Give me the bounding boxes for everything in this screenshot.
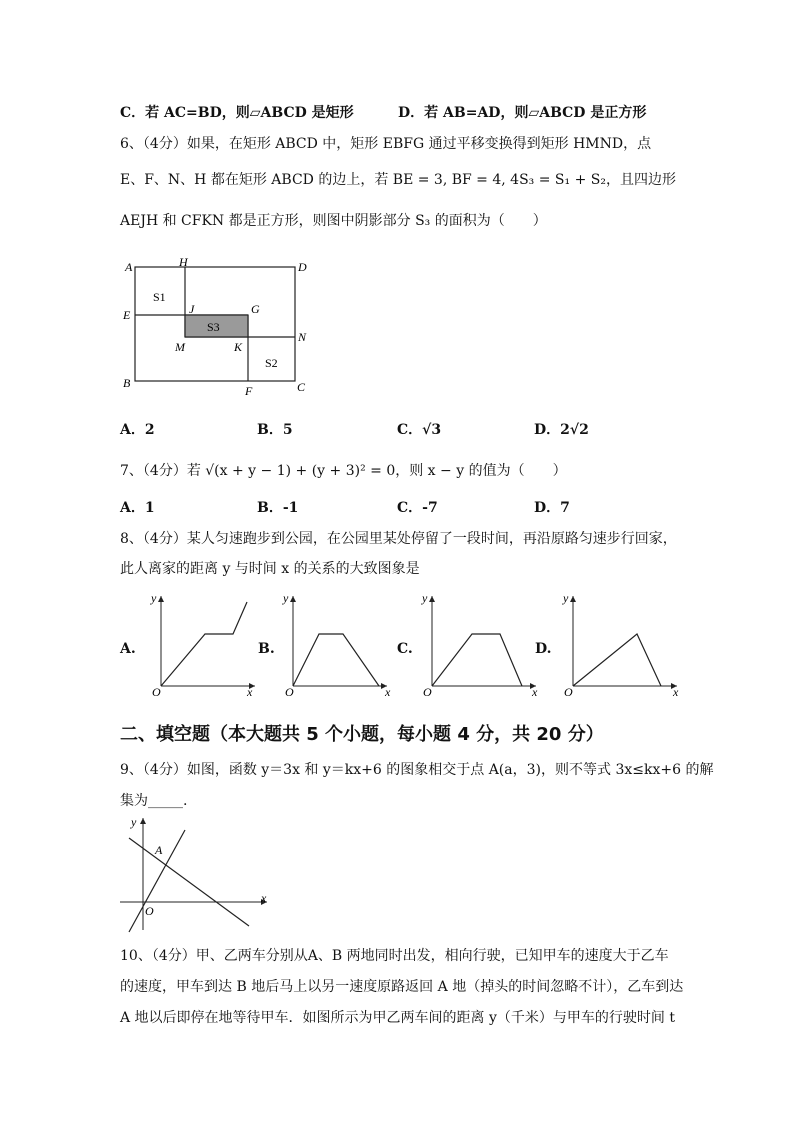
q8-option-d-label: D. xyxy=(535,641,552,657)
label-a: A xyxy=(125,260,133,274)
q9-line-2: 集为_____. xyxy=(120,793,188,809)
y-axis-label: y xyxy=(422,591,428,605)
graph-c-line xyxy=(432,634,522,686)
y-axis-label: y xyxy=(151,591,157,605)
label-m: M xyxy=(175,340,185,354)
origin-label: O xyxy=(285,685,294,699)
q9-figure xyxy=(115,812,275,934)
y-axis-label: y xyxy=(131,815,137,829)
q7-option-c: C．-7 xyxy=(397,500,438,516)
label-g: G xyxy=(251,302,260,316)
q6-line-3: AEJH 和 CFKN 都是正方形，则图中阴影部分 S₃ 的面积为（ ） xyxy=(120,213,547,229)
section-2-title: 二、填空题（本大题共 5 个小题，每小题 4 分，共 20 分） xyxy=(120,724,604,745)
x-axis-label: x xyxy=(247,685,253,699)
q8-line-1: 8、（4分）某人匀速跑步到公园，在公园里某处停留了一段时间，再沿原路匀速步行回家， xyxy=(120,531,677,547)
y-arrow-icon xyxy=(570,596,576,602)
label-f: F xyxy=(245,384,253,398)
q7-option-d: D．7 xyxy=(534,500,570,516)
x-axis-label: x xyxy=(385,685,391,699)
q8-option-a-label: A. xyxy=(120,641,136,657)
x-axis-label: x xyxy=(532,685,538,699)
label-j: J xyxy=(189,302,195,316)
q7-option-b: B．-1 xyxy=(257,500,299,516)
y-axis-label: y xyxy=(283,591,289,605)
q8-option-c-label: C. xyxy=(397,641,413,657)
q6-option-b: B．5 xyxy=(257,422,293,438)
x-axis-label: x xyxy=(261,891,267,905)
origin-label: O xyxy=(145,904,154,918)
y-arrow-icon xyxy=(429,596,435,602)
q6-option-d: D．2√2 xyxy=(534,422,589,438)
q6-rectangle-figure xyxy=(115,255,315,400)
label-e: E xyxy=(123,308,131,322)
q10-line-3: A 地以后即停在地等待甲车．如图所示为甲乙两车间的距离 y（千米）与甲车的行驶时间 t xyxy=(120,1010,675,1026)
origin-label: O xyxy=(564,685,573,699)
q5-option-c: C．若 AC=BD，则▱ABCD 是矩形 xyxy=(120,105,354,121)
q8-option-b-label: B. xyxy=(258,641,275,657)
label-k: K xyxy=(234,340,243,354)
q7-stem: 7、（4分）若 √(x + y − 1) + (y + 3)² = 0，则 x − y 的值为（ ） xyxy=(120,463,567,479)
y-arrow-icon xyxy=(140,818,146,824)
q6-option-a: A．2 xyxy=(120,422,155,438)
q9-line-1: 9、（4分）如图，函数 y＝3x 和 y＝kx+6 的图象相交于点 A(a，3)，则不等式 3x≤kx+6 的解 xyxy=(120,762,714,778)
q10-line-1: 10、（4分）甲、乙两车分别从A、B 两地同时出发，相向行驶，已知甲车的速度大于乙车 xyxy=(120,948,669,964)
graph-b-line xyxy=(293,634,379,686)
point-a-label: A xyxy=(155,843,163,857)
q5-option-d: D．若 AB=AD，则▱ABCD 是正方形 xyxy=(398,105,647,121)
graph-a-line xyxy=(161,602,247,686)
label-s3: S3 xyxy=(207,320,220,334)
label-c: C xyxy=(297,380,306,394)
q7-option-a: A．1 xyxy=(120,500,155,516)
q6-line-2: E、F、N、H 都在矩形 ABCD 的边上，若 BE = 3, BF = 4, 4S₃ = S₁ + S₂，且四边形 xyxy=(120,172,676,188)
y-axis-label: y xyxy=(563,591,569,605)
label-s2: S2 xyxy=(265,356,278,370)
label-h: H xyxy=(179,255,188,269)
q6-option-c: C．√3 xyxy=(397,422,442,438)
graph-d-line xyxy=(573,634,661,686)
label-b: B xyxy=(123,376,131,390)
origin-label: O xyxy=(152,685,161,699)
q6-line-1: 6、（4分）如果，在矩形 ABCD 中，矩形 EBFG 通过平移变换得到矩形 HMND，点 xyxy=(120,136,652,152)
q8-line-2: 此人离家的距离 y 与时间 x 的关系的大致图象是 xyxy=(120,561,420,577)
q8-graph-a xyxy=(143,590,263,700)
q10-line-2: 的速度，甲车到达 B 地后马上以另一速度原路返回 A 地（掉头的时间忽略不计），乙车到达 xyxy=(120,979,684,995)
label-s1: S1 xyxy=(153,290,166,304)
label-d: D xyxy=(298,260,307,274)
q8-graph-b xyxy=(281,590,401,700)
y-arrow-icon xyxy=(290,596,296,602)
q8-graph-c xyxy=(418,590,543,700)
y-arrow-icon xyxy=(158,596,164,602)
x-axis-label: x xyxy=(673,685,679,699)
q8-graph-d xyxy=(557,590,682,700)
label-n: N xyxy=(298,330,307,344)
origin-label: O xyxy=(423,685,432,699)
